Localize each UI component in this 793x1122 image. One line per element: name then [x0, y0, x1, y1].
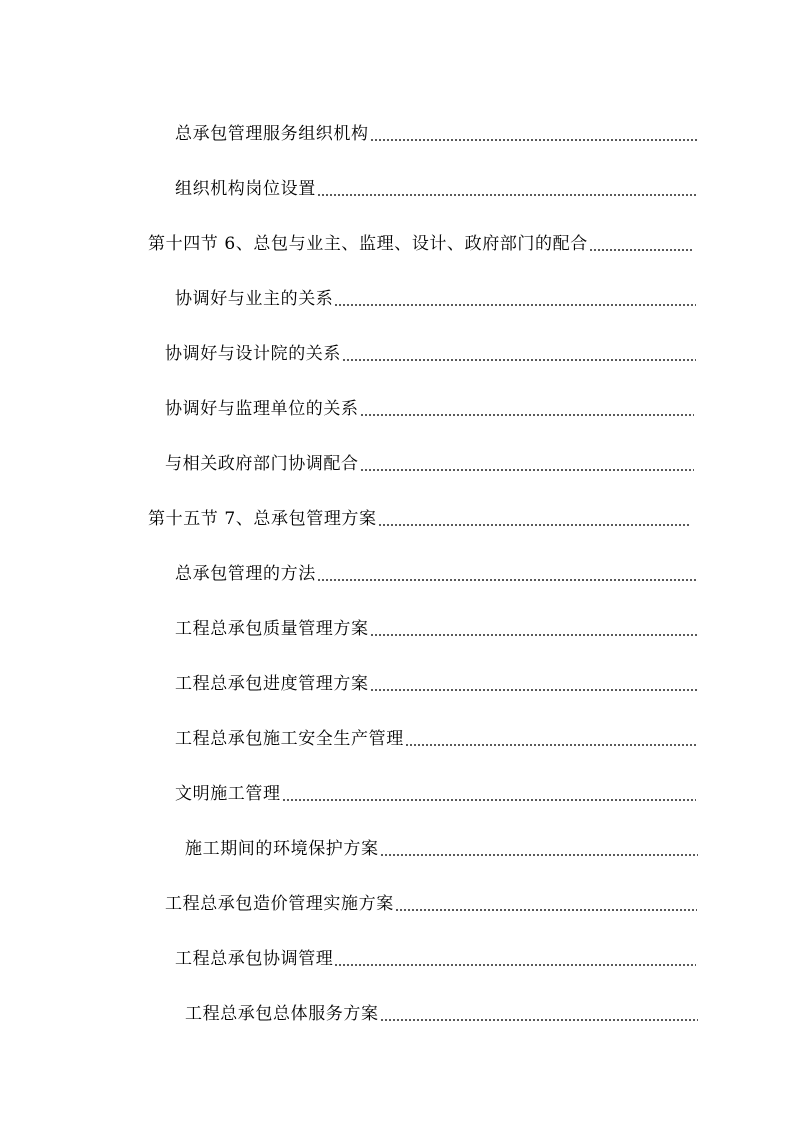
toc-dot-leader [360, 467, 694, 473]
toc-dot-leader [380, 1017, 698, 1023]
toc-entry[interactable] [175, 944, 696, 974]
toc-entry-title: 总承包管理服务组织机构 [175, 124, 369, 144]
toc-entry[interactable] [185, 834, 698, 864]
toc-dot-leader [317, 577, 698, 583]
toc-dot-leader [317, 192, 698, 198]
toc-entry[interactable] [175, 779, 696, 809]
toc-dot-leader [334, 962, 696, 968]
toc-entry-title: 文明施工管理 [175, 784, 281, 804]
toc-section-heading[interactable] [148, 504, 689, 534]
toc-dot-leader [282, 797, 696, 803]
toc-entry[interactable] [175, 669, 698, 699]
toc-dot-leader [360, 412, 694, 418]
toc-section-heading[interactable] [148, 229, 693, 259]
toc-entry-title: 总承包管理的方法 [175, 564, 316, 584]
toc-dot-leader [334, 302, 696, 308]
toc-entry-title: 工程总承包协调管理 [175, 949, 334, 969]
toc-entry[interactable] [175, 284, 696, 314]
toc-entry[interactable] [165, 889, 697, 919]
toc-entry[interactable] [175, 724, 696, 754]
toc-entry[interactable] [175, 174, 698, 204]
toc-entry[interactable] [175, 614, 698, 644]
toc-entry-title: 工程总承包进度管理方案 [175, 674, 369, 694]
toc-entry-title: 协调好与设计院的关系 [165, 344, 341, 364]
toc-entry-title: 施工期间的环境保护方案 [185, 839, 379, 859]
toc-entry-title: 工程总承包总体服务方案 [185, 1004, 379, 1024]
toc-entry-title: 与相关政府部门协调配合 [165, 454, 359, 474]
toc-entry[interactable] [175, 119, 698, 149]
toc-section-title: 第十五节 7、总承包管理方案 [148, 509, 377, 529]
toc-dot-leader [378, 522, 689, 528]
toc-entry[interactable] [165, 339, 696, 369]
toc-entry-title: 组织机构岗位设置 [175, 179, 316, 199]
toc-dot-leader [589, 247, 693, 253]
toc-entry-title: 工程总承包质量管理方案 [175, 619, 369, 639]
toc-entry[interactable] [165, 449, 694, 479]
toc-entry[interactable] [185, 999, 698, 1029]
toc-dot-leader [342, 357, 696, 363]
toc-entry[interactable] [165, 394, 694, 424]
toc-entry-title: 协调好与监理单位的关系 [165, 399, 359, 419]
toc-dot-leader [380, 852, 698, 858]
toc-entry-title: 工程总承包施工安全生产管理 [175, 729, 404, 749]
toc-entry-title: 工程总承包造价管理实施方案 [165, 894, 394, 914]
toc-entry-title: 协调好与业主的关系 [175, 289, 334, 309]
toc-entry[interactable] [175, 559, 698, 589]
toc-dot-leader [405, 742, 696, 748]
toc-dot-leader [370, 687, 698, 693]
toc-dot-leader [395, 907, 697, 913]
toc-section-title: 第十四节 6、总包与业主、监理、设计、政府部门的配合 [148, 234, 588, 254]
toc-dot-leader [370, 137, 698, 143]
toc-dot-leader [370, 632, 698, 638]
